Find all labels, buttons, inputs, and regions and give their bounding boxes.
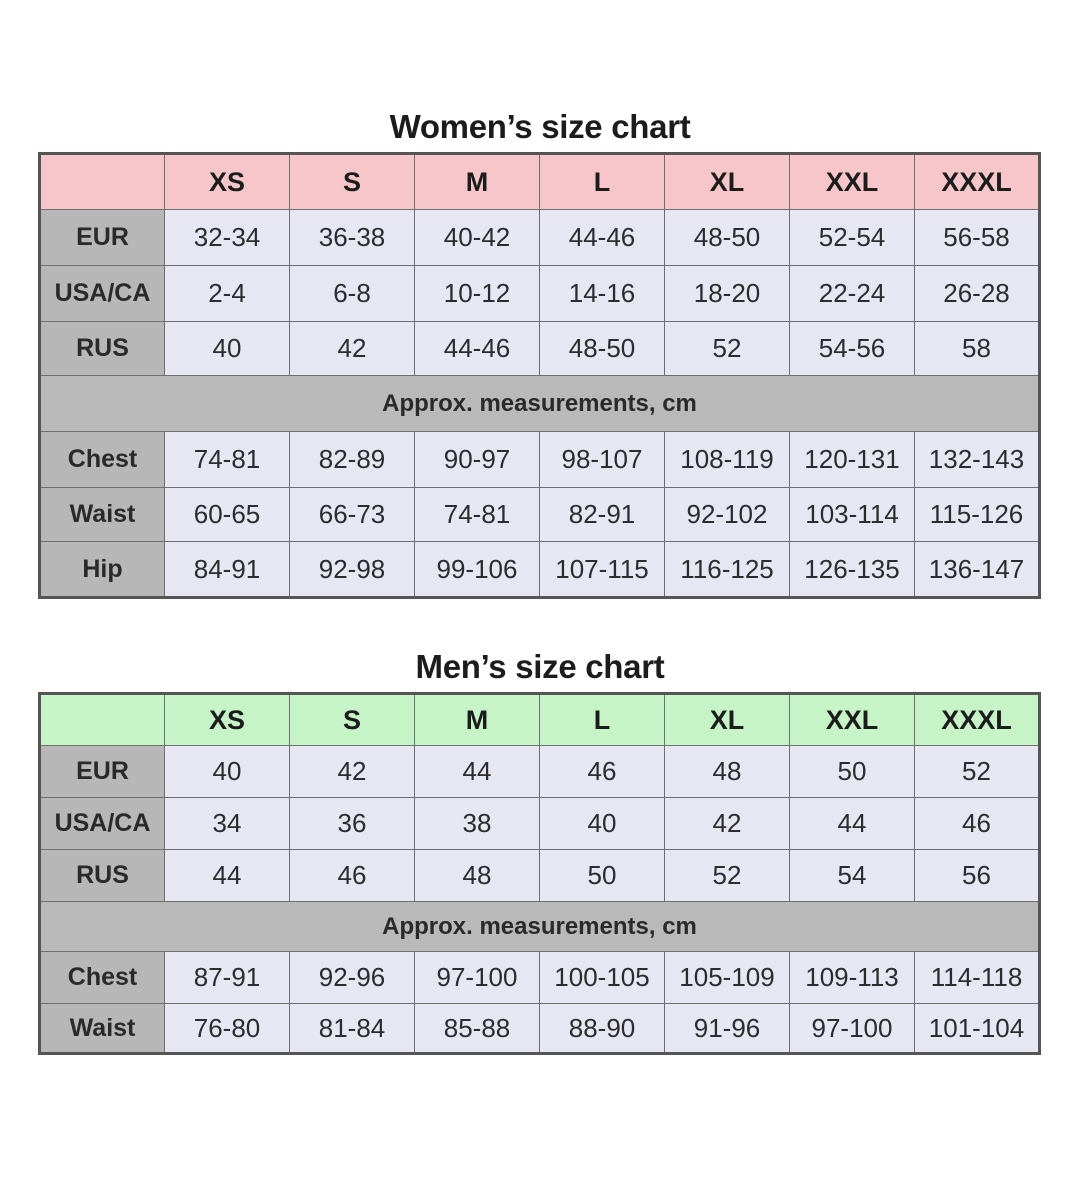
women-chart-title: Women’s size chart — [389, 108, 691, 145]
table-cell: 44-46 — [415, 322, 540, 376]
section-label: Approx. measurements, cm — [40, 376, 1040, 432]
table-cell: 42 — [665, 798, 790, 850]
table-cell: 56-58 — [915, 210, 1040, 266]
table-row — [40, 432, 1040, 488]
table-cell: 48-50 — [665, 210, 790, 266]
table-cell: 66-73 — [290, 488, 415, 542]
table-cell: 58 — [915, 322, 1040, 376]
size-header: S — [290, 694, 415, 746]
table-cell: 92-98 — [290, 542, 415, 598]
table-cell: 40 — [165, 746, 290, 798]
table-cell: 54 — [790, 850, 915, 902]
size-header: XXXL — [915, 154, 1040, 210]
men-chart-title: Men’s size chart — [415, 648, 665, 685]
table-cell: 74-81 — [415, 488, 540, 542]
table-row — [40, 266, 1040, 322]
table-cell: 81-84 — [290, 1004, 415, 1054]
size-header-row — [40, 154, 1040, 210]
table-cell: 48 — [665, 746, 790, 798]
table-cell: 46 — [290, 850, 415, 902]
table-cell: 82-89 — [290, 432, 415, 488]
table-cell: 115-126 — [915, 488, 1040, 542]
table-cell: 40-42 — [415, 210, 540, 266]
table-cell: 42 — [290, 322, 415, 376]
table-cell: 42 — [290, 746, 415, 798]
table-row — [40, 322, 1040, 376]
size-header: XL — [665, 694, 790, 746]
table-row — [40, 952, 1040, 1004]
corner-cell — [40, 154, 165, 210]
row-label: EUR — [40, 746, 165, 798]
table-cell: 36-38 — [290, 210, 415, 266]
table-cell: 44-46 — [540, 210, 665, 266]
table-cell: 14-16 — [540, 266, 665, 322]
table-row — [40, 210, 1040, 266]
table-cell: 120-131 — [790, 432, 915, 488]
table-cell: 32-34 — [165, 210, 290, 266]
row-label: RUS — [40, 850, 165, 902]
table-cell: 100-105 — [540, 952, 665, 1004]
table-cell: 114-118 — [915, 952, 1040, 1004]
table-cell: 103-114 — [790, 488, 915, 542]
table-cell: 136-147 — [915, 542, 1040, 598]
table-row — [40, 798, 1040, 850]
row-label: USA/CA — [40, 266, 165, 322]
table-cell: 44 — [165, 850, 290, 902]
table-cell: 50 — [540, 850, 665, 902]
table-cell: 40 — [540, 798, 665, 850]
table-row — [40, 746, 1040, 798]
table-cell: 38 — [415, 798, 540, 850]
row-label: Chest — [40, 952, 165, 1004]
row-label: RUS — [40, 322, 165, 376]
table-cell: 132-143 — [915, 432, 1040, 488]
section-row — [40, 376, 1040, 432]
size-header: L — [540, 154, 665, 210]
table-row — [40, 488, 1040, 542]
table-cell: 92-96 — [290, 952, 415, 1004]
table-cell: 54-56 — [790, 322, 915, 376]
table-cell: 98-107 — [540, 432, 665, 488]
table-cell: 34 — [165, 798, 290, 850]
table-cell: 22-24 — [790, 266, 915, 322]
size-header: XL — [665, 154, 790, 210]
table-cell: 85-88 — [415, 1004, 540, 1054]
size-header: XXXL — [915, 694, 1040, 746]
row-label: Chest — [40, 432, 165, 488]
table-cell: 99-106 — [415, 542, 540, 598]
women-size-table — [38, 152, 1041, 599]
section-label: Approx. measurements, cm — [40, 902, 1040, 952]
table-cell: 46 — [915, 798, 1040, 850]
table-cell: 105-109 — [665, 952, 790, 1004]
table-cell: 50 — [790, 746, 915, 798]
table-cell: 82-91 — [540, 488, 665, 542]
table-cell: 60-65 — [165, 488, 290, 542]
table-cell: 52 — [915, 746, 1040, 798]
table-cell: 109-113 — [790, 952, 915, 1004]
table-cell: 48-50 — [540, 322, 665, 376]
size-header: M — [415, 154, 540, 210]
table-cell: 101-104 — [915, 1004, 1040, 1054]
table-cell: 92-102 — [665, 488, 790, 542]
table-cell: 88-90 — [540, 1004, 665, 1054]
row-label: USA/CA — [40, 798, 165, 850]
size-header: M — [415, 694, 540, 746]
table-cell: 76-80 — [165, 1004, 290, 1054]
row-label: Waist — [40, 1004, 165, 1054]
table-cell: 56 — [915, 850, 1040, 902]
table-cell: 116-125 — [665, 542, 790, 598]
table-cell: 107-115 — [540, 542, 665, 598]
table-cell: 10-12 — [415, 266, 540, 322]
table-cell: 46 — [540, 746, 665, 798]
table-cell: 52-54 — [790, 210, 915, 266]
table-row — [40, 542, 1040, 598]
men-size-table — [38, 692, 1041, 1055]
corner-cell — [40, 694, 165, 746]
table-cell: 2-4 — [165, 266, 290, 322]
table-cell: 44 — [790, 798, 915, 850]
table-cell: 6-8 — [290, 266, 415, 322]
table-cell: 40 — [165, 322, 290, 376]
table-cell: 36 — [290, 798, 415, 850]
table-cell: 52 — [665, 322, 790, 376]
table-cell: 84-91 — [165, 542, 290, 598]
table-cell: 97-100 — [415, 952, 540, 1004]
table-cell: 108-119 — [665, 432, 790, 488]
table-cell: 44 — [415, 746, 540, 798]
size-header: XS — [165, 694, 290, 746]
table-row — [40, 1004, 1040, 1054]
section-row — [40, 902, 1040, 952]
table-cell: 126-135 — [790, 542, 915, 598]
size-header: XXL — [790, 694, 915, 746]
table-cell: 48 — [415, 850, 540, 902]
size-header: XS — [165, 154, 290, 210]
table-cell: 26-28 — [915, 266, 1040, 322]
table-cell: 90-97 — [415, 432, 540, 488]
table-cell: 91-96 — [665, 1004, 790, 1054]
table-cell: 52 — [665, 850, 790, 902]
table-row — [40, 850, 1040, 902]
size-header: L — [540, 694, 665, 746]
table-cell: 87-91 — [165, 952, 290, 1004]
row-label: Hip — [40, 542, 165, 598]
table-cell: 74-81 — [165, 432, 290, 488]
size-header: XXL — [790, 154, 915, 210]
size-header-row — [40, 694, 1040, 746]
row-label: EUR — [40, 210, 165, 266]
row-label: Waist — [40, 488, 165, 542]
table-cell: 97-100 — [790, 1004, 915, 1054]
table-cell: 18-20 — [665, 266, 790, 322]
size-header: S — [290, 154, 415, 210]
